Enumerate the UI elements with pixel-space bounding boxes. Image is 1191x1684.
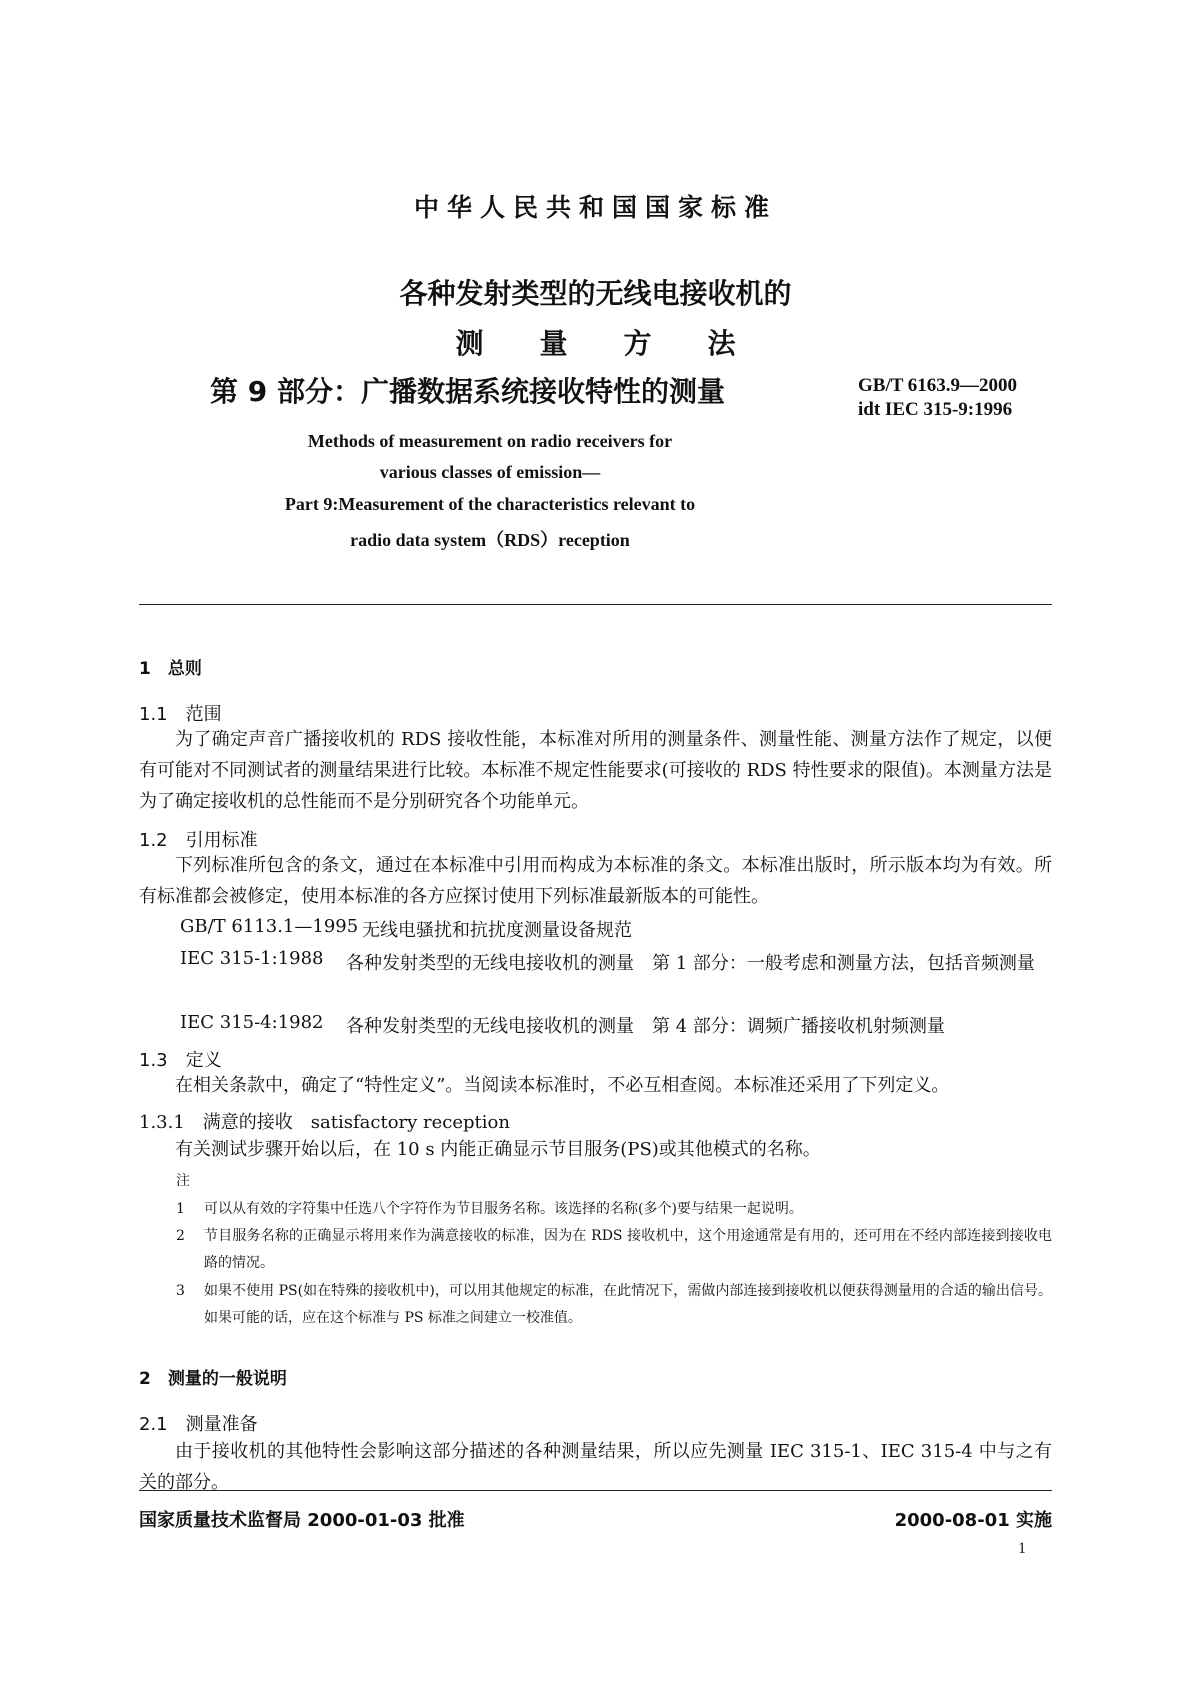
standard-number: GB/T 6163.9—2000 xyxy=(858,375,1018,396)
reference-3-code: IEC 315-4:1982 xyxy=(180,1012,324,1033)
english-title-line-3: Part 9:Measurement of the characteristics relevant to xyxy=(284,494,696,514)
title-line-2: 测量方法 xyxy=(455,327,792,360)
section-1-2-paragraph: 下列标准所包含的条文，通过在本标准中引用而构成为本标准的条文。本标准出版时，所示版本均为有效。所有标准都会被修定，使用本标准的各方应探讨使用下列标准最新版本的可能性。 xyxy=(139,855,1052,907)
note-3-text: 如果不使用 PS(如在特殊的接收机中)，可以用其他规定的标准，在此情况下，需做内部连接到接收机以便获得测量用的合适的输出信号。如果可能的话，应在这个标准与 PS 标准之间建立一校准值。 xyxy=(204,1283,1052,1326)
section-1-3-heading: 1.3 定义 xyxy=(139,1050,222,1071)
note-1-text: 可以从有效的字符集中任选八个字符作为节目服务名称。该选择的名称(多个)要与结果一起说明。 xyxy=(204,1201,803,1217)
note-3-number: 3 xyxy=(176,1283,185,1299)
header-divider xyxy=(139,604,1052,605)
page-number: 1 xyxy=(1018,1540,1026,1557)
section-1-1-paragraph: 为了确定声音广播接收机的 RDS 接收性能，本标准对所用的测量条件、测量性能、测量方法作了规定，以便有可能对不同测试者的测量结果进行比较。本标准不规定性能要求(可接收的 RDS 特性要求的限值)。本测量方法是为了确定接收机的总性能而不是分别研究各个功能单元。 xyxy=(139,729,1052,812)
reference-2-title: 各种发射类型的无线电接收机的测量 第 1 部分：一般考虑和测量方法，包括音频测量 xyxy=(346,953,1035,974)
section-1-3-paragraph: 在相关条款中，确定了“特性定义”。当阅读本标准时，不必互相查阅。本标准还采用了下列定义。 xyxy=(175,1075,950,1096)
approval-date: 国家质量技术监督局 2000-01-03 批准 xyxy=(139,1510,465,1531)
effective-date: 2000-08-01 实施 xyxy=(894,1510,1052,1531)
section-2-heading: 2 测量的一般说明 xyxy=(139,1369,287,1389)
section-2-1-paragraph: 由于接收机的其他特性会影响这部分描述的各种测量结果，所以应先测量 IEC 315-1、IEC 315-4 中与之有关的部分。 xyxy=(139,1441,1052,1493)
note-2-number: 2 xyxy=(176,1228,185,1244)
note-2-text: 节目服务名称的正确显示将用来作为满意接收的标准，因为在 RDS 接收机中，这个用途通常是有用的，还可用在不经内部连接到接收电路的情况。 xyxy=(204,1228,1052,1271)
section-1-1-heading: 1.1 范围 xyxy=(139,704,222,725)
note-label: 注 xyxy=(176,1173,190,1189)
section-1-3-1-paragraph: 有关测试步骤开始以后，在 10 s 内能正确显示节目服务(PS)或其他模式的名称。 xyxy=(175,1139,821,1160)
standard-number-block xyxy=(858,374,1017,422)
english-title-line-4: radio data system（RDS）reception xyxy=(350,530,630,550)
reference-1-code: GB/T 6113.1—1995 xyxy=(180,916,359,937)
section-1-heading: 1 总则 xyxy=(139,659,202,679)
national-standard-header: 中华人民共和国国家标准 xyxy=(413,193,777,222)
reference-2-code: IEC 315-1:1988 xyxy=(180,948,324,969)
reference-1-title: 无线电骚扰和抗扰度测量设备规范 xyxy=(362,920,632,941)
reference-3-title: 各种发射类型的无线电接收机的测量 第 4 部分：调频广播接收机射频测量 xyxy=(346,1016,945,1037)
standard-idt: idt IEC 315-9:1996 xyxy=(858,399,1013,420)
section-1-3-1-heading: 1.3.1 满意的接收 satisfactory reception xyxy=(139,1112,510,1133)
section-1-2-heading: 1.2 引用标准 xyxy=(139,830,258,851)
section-2-1-heading: 2.1 测量准备 xyxy=(139,1414,258,1435)
title-line-3: 第 9 部分：广播数据系统接收特性的测量 xyxy=(210,375,725,408)
english-title-line-1: Methods of measurement on radio receivers for xyxy=(307,431,673,451)
title-line-1: 各种发射类型的无线电接收机的 xyxy=(399,277,792,310)
english-title-line-2: various classes of emission— xyxy=(379,462,601,482)
footer-divider xyxy=(139,1490,1052,1491)
note-1-number: 1 xyxy=(176,1201,185,1217)
